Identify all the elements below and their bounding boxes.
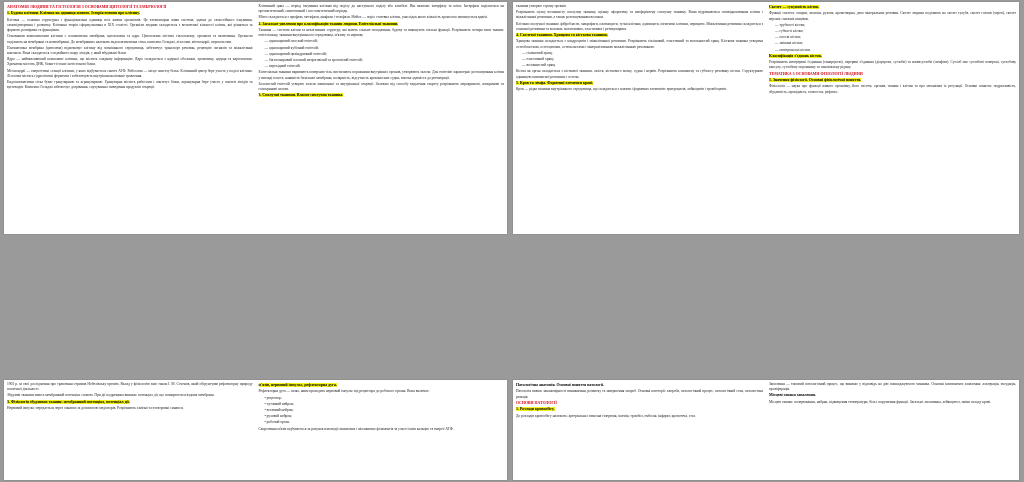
section-heading xyxy=(7,400,253,405)
paragraph: тканина утворює строму органів xyxy=(516,4,566,8)
heading-text: Місцеві ознаки запалення. xyxy=(769,393,816,398)
heading-text: 5. Кров та лімфа. Форменні елементи крові. xyxy=(516,80,594,85)
heading-text: 1. Будова клітини. Клітина як одиниця живого. Історія вчення про клітину. xyxy=(7,11,140,16)
paragraph: Залозистий епітелій утворює залози зовнішньої та внутрішньої секреції. Залежно від способу виділення секрету розрізняють мерокринові, апокринові та голокринові залози. xyxy=(258,81,504,92)
page-column-left xyxy=(4,2,256,234)
section-heading xyxy=(516,81,763,86)
section-heading xyxy=(516,383,763,388)
section-heading xyxy=(516,33,763,38)
page-column-right xyxy=(766,380,1019,480)
list-item: • рецептор; xyxy=(264,395,282,400)
paragraph: Ядро — найважливіший компонент клітини, що містить спадкову інформацію. Ядро складається з ядерної оболонки, хроматину, ядерця та каріоплазми. Хроматин містить ДНК, білки-гістони і негістонові білки. xyxy=(7,57,253,67)
heading-text: 1. Розлади кровообігу. xyxy=(516,407,555,412)
heading-text: Класифікація з'єднань кісток. xyxy=(769,53,823,58)
list-item: — трубчасті кістки; xyxy=(775,22,806,27)
list-item: — еластичний хрящ; xyxy=(522,57,555,62)
page-column-left xyxy=(4,380,256,480)
document-page-3 xyxy=(4,380,507,480)
heading-text: 3. Фізіологія збудливих тканин: мембранний потенціал, потенціал дії. xyxy=(7,399,130,404)
list-item: — перехідний епітелій. xyxy=(264,64,301,69)
paragraph: До розладів кровообігу належать: артеріальна і венозна гіперемія, ішемія, тромбоз, емболія, інфаркт, кровотеча, стаз. xyxy=(516,413,696,418)
section-heading xyxy=(259,93,505,98)
paragraph: Плазматична мембрана (цитолема) відмежовує клітину від зовнішнього середовища, забезпечує транспорт речовин, рецепцію сигналів та міжклітинні контакти. Вона складається з подвійного шару ліпідів, у який вбудовані білки. xyxy=(7,45,253,56)
section-heading xyxy=(7,5,253,10)
section-heading xyxy=(769,5,1016,10)
section-heading xyxy=(516,407,763,412)
section-heading xyxy=(769,78,1016,83)
paragraph: Функції скелета: опорна, захисна, рухова, кровотворна, депо мінеральних речовин. Скелет людини поділяють на скелет тулуба, скелет голови (череп), скелет верхніх і нижніх кінцівок. xyxy=(769,11,1016,21)
list-item: — волокнистий хрящ. xyxy=(522,63,556,68)
list-item: — змішані кістки; xyxy=(775,41,803,46)
paragraph: Основними компонентами клітини є плазматична мембрана, цитоплазма та ядро. Цитоплазма містить гіалоплазму, органели та включення. Органели поділяють на мембранні та немембранні. До мембранних належать ендоплазматична сітка, комплекс Гольджі, лізосоми, мітохондрії, пероксисоми. xyxy=(7,34,253,44)
paragraph: Нервовий імпульс передається через синапси за допомогою медіаторів. Розрізняють хімічні та електричні синапси. xyxy=(7,406,184,411)
list-item: — одношаровий циліндричний епітелій; xyxy=(264,51,327,56)
page-column-right xyxy=(256,380,508,480)
paragraph: Розрізняють неперервні з'єднання (синартрози), перервні з'єднання (діартрози, суглоби) та напівсуглоби (симфізи). Суглоб має суглобові поверхні, суглобову капсулу, суглобову порожнину та синовіальну рідину. xyxy=(769,60,1016,70)
page-column-left xyxy=(513,2,766,234)
paragraph: Рефлекторна дуга — шлях, яким проходить нервовий імпульс від рецептора до робочого органа. Вона включає: xyxy=(258,389,430,394)
list-item: • чутливий нейрон; xyxy=(264,401,294,406)
heading-text: м'язів, нервовий імпульс, рефлекторна дуга. xyxy=(258,383,337,387)
paragraph: Тканина — система клітин та неклітинних структур, які мають спільне походження, будову та виконують спільні функції. Розрізняють чотири типи тканин: епітеліальну, тканини внутрішнього середовища, м'язову та нервову. xyxy=(258,28,504,38)
paragraph: 1901 р. за свої дослідження про травлення отримав Нобелівську премію. Вклад у фізіологію вніс також І. М. Сєченов, який обґрунтував рефлекторну природу психічної діяльності. xyxy=(7,382,253,392)
section-heading xyxy=(769,393,1016,398)
heading-text: Патологічна анатомія. Основні поняття патології. xyxy=(516,383,604,387)
heading-text: Скелет — сукупність кісток. xyxy=(769,5,820,9)
paragraph: Збудливі тканини мають мембранний потенціал спокою. При дії подразника виникає потенціал дії, що поширюється вздовж мембрани. xyxy=(7,393,215,398)
paragraph: Клітинний цикл — період існування клітини від поділу до наступного поділу або загибелі. Він включає інтерфазу та мітоз. Інтерфаза поділяється на пресинтетичний, синтетичний і постсинтетичний періоди. xyxy=(258,4,504,14)
paragraph: Місцеві ознаки: почервоніння, набряк, підвищення температури, біль і порушення функції. Загальні: лихоманка, лейкоцитоз, зміни складу крові. xyxy=(769,399,992,404)
paragraph: Ендоплазматична сітка буває гранулярною та агранулярною. Гранулярна містить рибосоми і синтезує білки, агранулярна бере участь у синтезі ліпідів та вуглеводів. Комплекс Гольджі забезпечує дозрівання, сортування і виведення продуктів секреції. xyxy=(7,80,253,90)
paragraph: Кров — рідка тканина внутрішнього середовища, що складається з плазми і формених елементів: еритроцитів, лейкоцитів і тромбоцитів. xyxy=(516,87,727,92)
paragraph: Фізіологія — наука про функції живого організму, його систем, органів, тканин і клітин та про механізми їх регуляції. Основні поняття: подразливість, збудливість, провідність, гомеостаз, рефлекс. xyxy=(769,84,1016,94)
paragraph: Патологія вивчає закономірності виникнення, розвитку та завершення хвороб. Основні категорії: хвороба, патологічний процес, патологічний стан, патологічна реакція. xyxy=(516,389,763,399)
paragraph: Епітеліальні тканини вкривають поверхню тіла, вистилають порожнини внутрішніх органів, утворюють залози. Для епітелію характерні: розташування клітин у вигляді пласта, наявність базальної мембрани, полярність, відсутність кровоносних судин, висока здатність до регенерації. xyxy=(258,70,504,80)
list-item: — гіаліновий хрящ; xyxy=(522,50,553,55)
heading-text: АНАТОМІЯ ЛЮДИНИ ТА ГІСТОЛОГІЯ З ОСНОВАМИ ЦИТОЛОГІЇ ТА ЕМБРІОЛОГІЇ xyxy=(7,5,167,9)
paragraph: Мітохондрії — енергетичні станції клітини, у яких відбувається синтез АТФ. Рибосоми — місце синтезу білка. Клітинний центр бере участь у поділі клітини. Лізосоми містять гідролітичні ферменти і забезпечують внутрішньоклітинне травлення. xyxy=(7,68,253,78)
paragraph: Кістка як орган складається з кісткової тканини, окістя, кісткового мозку, судин і нервів. Розрізняють компактну та губчасту речовину кістки. Структурною одиницею компактної речовини є остеон. xyxy=(516,69,763,79)
page-column-right xyxy=(766,2,1019,234)
document-page-2 xyxy=(513,2,1019,234)
heading-text: 1. Значення фізіології. Основні фізіологічні поняття. xyxy=(769,78,862,83)
list-item: • руховий нейрон; xyxy=(264,414,293,419)
list-item: — одношаровий кубічний епітелій; xyxy=(264,45,319,50)
page-column-left xyxy=(513,380,766,480)
paragraph: Скорочення м'язів відбувається за рахунок взаємодії актинових і міозинових філаментів за участі іонів кальцію та енергії АТФ. xyxy=(258,426,454,431)
paragraph: Клітини сполучної тканини: фібробласти, макрофаги, плазмоцити, тучні клітини, адипоцити, пігментні клітини, перицити. Міжклітинна речовина складається з основної речовини та волокон: колагенових, еластичних і ретикулярних. xyxy=(516,21,763,31)
list-item: • робочий орган. xyxy=(264,420,290,425)
list-item: — губчасті кістки; xyxy=(775,29,804,34)
section-heading xyxy=(259,383,505,388)
heading-text: 3. Сполучні тканини. Власне сполучна тканина. xyxy=(258,93,344,98)
list-item: — багатошаровий плоский незроговілий та зроговілий епітелій; xyxy=(264,58,363,63)
list-item: — плоскі кістки; xyxy=(775,35,801,40)
paragraph: Розрізняють пухку волокнисту сполучну тканину, щільну оформлену та неоформлену сполучну тканину. Вони відрізняються співвідношенням клітин і міжклітинної речовини, а також розташуванням волокон. xyxy=(516,10,763,20)
heading-text: 4. Скелетні тканини. Хрящова та кісткова тканини. xyxy=(516,33,608,38)
paragraph: Хрящова тканина складається з хондроцитів і міжклітинної речовини. Розрізняють гіаліновий, еластичний та волокнистий хрящ. Кісткова тканина утворена остеобластами, остеоцитами, остеокластами і мінералізованою міжклітинною речовиною. xyxy=(516,39,763,49)
section-heading xyxy=(7,11,253,16)
section-heading xyxy=(769,54,1016,59)
heading-text: ОСНОВИ ПАТОЛОГІЇ xyxy=(516,400,557,405)
paragraph: Клітина — основна структурна і функціональна одиниця всіх живих організмів. Це елементарна жива система, здатна до самостійного існування, самовідтворення і розвитку. Клітинна теорія сформульована в XIX столітті. Організм людини складається з величезної кількості клітин, які різняться за формою, розмірами та функціями. xyxy=(7,17,253,33)
page-column-right xyxy=(256,2,508,234)
document-page-4 xyxy=(513,380,1019,480)
paragraph: Запалення — типовий патологічний процес, що виникає у відповідь на дію пошкоджуючого чинника. Основні компоненти запалення: альтерація, ексудація, проліферація. xyxy=(769,382,1016,392)
section-heading xyxy=(516,401,763,406)
list-item: — повітроносні кістки. xyxy=(775,47,811,52)
heading-text: 2. Загальне уявлення про класифікацію тканин людини. Епітеліальні тканини. xyxy=(258,21,399,26)
section-heading xyxy=(259,22,505,27)
section-heading xyxy=(769,72,1016,77)
paragraph: Мітоз складається з профази, метафази, анафази і телофази. Мейоз — поділ статевих клітин, унаслідок якого кількість хромосом зменшується вдвічі. xyxy=(258,15,488,20)
heading-text: ТЕМАТИКА З ОСНОВАМИ ФІЗІОЛОГІЇ ЛЮДИНИ xyxy=(769,71,863,76)
list-item: — одношаровий плоский епітелій; xyxy=(264,39,318,44)
list-item: • вставний нейрон; xyxy=(264,408,294,413)
document-page-1 xyxy=(4,2,507,234)
